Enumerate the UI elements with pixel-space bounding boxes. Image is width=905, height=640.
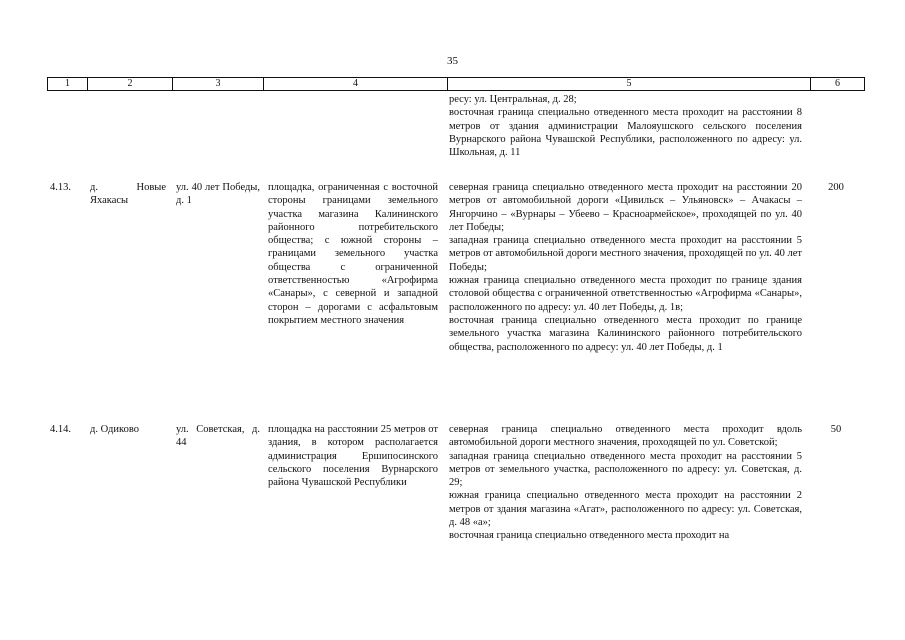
- row-number: 4.14.: [50, 424, 71, 435]
- column-header-6: 6: [811, 78, 865, 91]
- row-number: 4.13.: [50, 182, 71, 193]
- street-address: ул. Советская, д. 44: [176, 424, 260, 449]
- place-description: площадка, ограниченная с восточной стороны границами земельного участка магазина Калининского районного потребительского общества; с южной стороны – границами земельного участка общества с ограниченной ответственностью «Агрофирма «Санары», с северной и западной сторон – дорогами с асфальтовым покрытием местного значения: [268, 182, 438, 326]
- column-header-4: 4: [264, 78, 448, 91]
- settlement-name: д. Новые Яхакасы: [90, 182, 166, 207]
- page-number: 35: [447, 55, 458, 67]
- area-value: 200: [828, 182, 844, 193]
- boundary-south: южная граница специально отведенного места проходит на расстоянии 2 метров от здания магазина «Агат», расположенного по адресу: ул. Советская, д. 48 «а»;: [449, 490, 802, 529]
- column-header-5: 5: [448, 78, 811, 91]
- column-header-1: 1: [48, 78, 88, 91]
- column-header-3: 3: [173, 78, 264, 91]
- boundary-south: южная граница специально отведенного места проходит по границе здания столовой общества с ограниченной ответственностью «Агрофирма «Санары», расположенного по адресу: ул. 40 лет Победы, д. 1в;: [449, 275, 802, 313]
- place-description: площадка на расстоянии 25 метров от здания, в котором располагается администрация Ершипосинского сельского поселения Вурнарского района Чувашской Республики: [268, 424, 438, 489]
- boundary-east: восточная граница специально отведенного места проходит по границе земельного участка магазина Калининского районного потребительского общества, расположенного по адресу: ул. 40 лет Победы, д. 1: [449, 314, 802, 353]
- column-header-2: 2: [88, 78, 173, 91]
- boundary-list: [449, 181, 802, 354]
- area-value: 50: [830, 424, 842, 435]
- settlement-name: д. Одиково: [90, 424, 139, 435]
- boundary-north: северная граница специально отведенного места проходит на расстоянии 20 метров от автомобильной дороги «Цивильск – Ульяновск» – Ачакасы – Янгорчино – «Вурнары – Убеево – Красноармейское», проходящей по ул. 40 лет Победы;: [449, 182, 802, 233]
- boundary-west: западная граница специально отведенного места проходит на расстоянии 5 метров от земельного участка, расположенного по адресу: ул. Советская, д. 29;: [449, 450, 802, 489]
- continuation-line: восточная граница специально отведенного места проходит на расстоянии 8 метров от здания администрации Малояушского сельского поселения Вурнарского района Чувашской Республики, расположенного по адресу: ул. Школьная, д. 11: [449, 107, 802, 159]
- continuation-line: ресу: ул. Центральная, д. 28;: [449, 94, 577, 105]
- street-address: ул. 40 лет Победы, д. 1: [176, 182, 260, 207]
- boundary-east: восточная граница специально отведенного места проходит на: [449, 530, 730, 542]
- boundary-list: [449, 423, 802, 543]
- column-header-row: [47, 77, 865, 91]
- boundary-north: северная граница специально отведенного места проходит вдоль автомобильной дороги местного значения, проходящей по ул. Советской;: [449, 424, 802, 449]
- continuation-boundaries: [449, 93, 802, 159]
- boundary-west: западная граница специально отведенного места проходит на расстоянии 5 метров от автомобильной дороги местного значения, проходящей по ул. 40 лет Победы;: [449, 235, 803, 273]
